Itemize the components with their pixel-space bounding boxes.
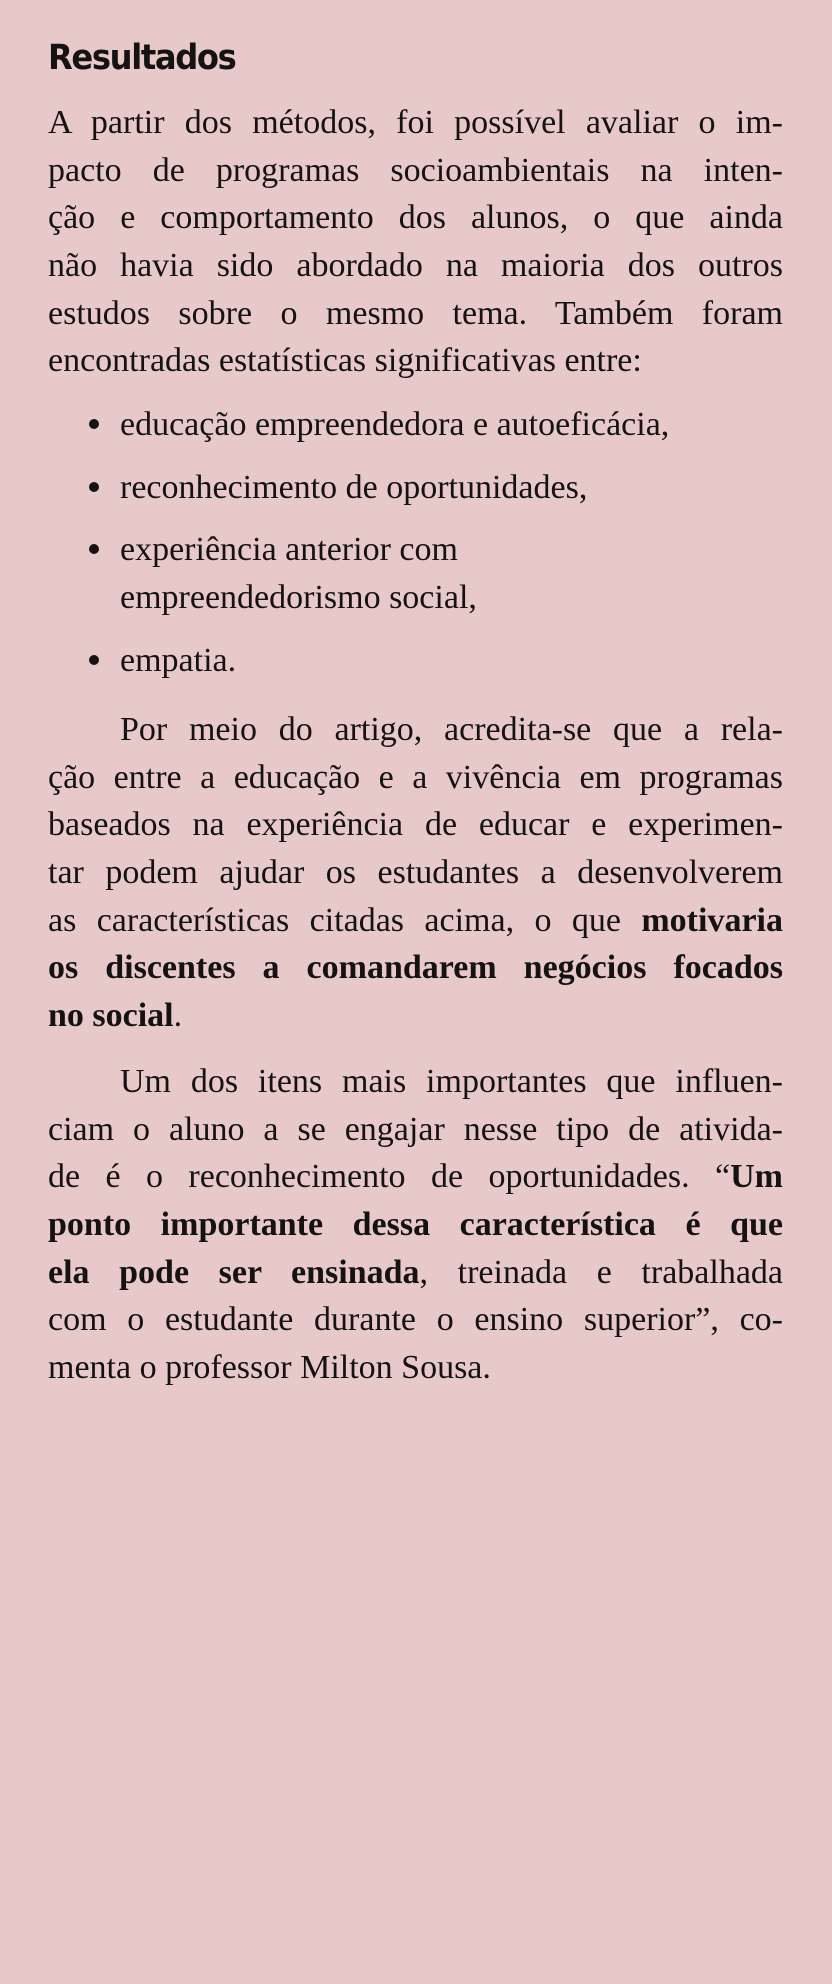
text-segment: ção e comportamento dos alunos, o que ainda xyxy=(48,199,783,237)
text-segment: . xyxy=(173,997,183,1035)
text-line xyxy=(48,290,783,338)
list-item-text: reconhecimento de oportunidades, xyxy=(120,468,588,506)
text-segment: Um dos itens mais importantes que influen- xyxy=(120,1063,783,1100)
text-line xyxy=(48,194,783,242)
section-title: Resultados xyxy=(48,38,236,78)
text-segment: com o estudante durante o ensino superior”, co- xyxy=(48,1301,783,1339)
text-segment: tar podem ajudar os estudantes a desenvolverem xyxy=(48,854,783,892)
bold-text: motivaria xyxy=(641,901,783,939)
list-item xyxy=(48,637,783,685)
list-item-text: empreendedorismo social, xyxy=(120,579,477,617)
text-segment: , treinada e trabalhada xyxy=(419,1253,783,1291)
bullet-icon xyxy=(89,655,99,665)
text-line xyxy=(48,1106,783,1154)
text-segment: não havia sido abordado na maioria dos outros xyxy=(48,247,783,285)
text-segment: pacto de programas socioambientais na inten- xyxy=(48,151,783,189)
bullet-icon xyxy=(89,419,99,429)
bold-text: Um xyxy=(730,1158,783,1196)
text-segment: as características citadas acima, o que xyxy=(48,901,642,939)
text-line xyxy=(48,1296,783,1344)
text-line xyxy=(48,992,783,1040)
bullet-icon xyxy=(89,482,99,492)
bold-text: os discentes a comandarem negócios focados xyxy=(48,949,783,987)
text-line xyxy=(48,337,783,385)
text-segment: ção entre a educação e a vivência em programas xyxy=(48,758,783,796)
text-line xyxy=(48,1249,783,1297)
list-item xyxy=(48,401,783,449)
list-item xyxy=(48,526,783,621)
bold-text: ponto importante dessa característica é que xyxy=(48,1206,783,1244)
list-item-text: empatia. xyxy=(120,641,237,679)
text-line xyxy=(48,1201,783,1249)
bullet-icon xyxy=(89,544,99,554)
text-segment: estudos sobre o mesmo tema. Também foram xyxy=(48,294,783,332)
text-segment: menta o professor Milton Sousa. xyxy=(48,1349,491,1387)
list-item-text: educação empreendedora e autoeficácia, xyxy=(120,406,670,443)
text-line xyxy=(48,944,783,992)
text-segment: de é o reconhecimento de oportunidades. “ xyxy=(48,1158,731,1196)
text-line xyxy=(48,147,783,195)
paragraph-2 xyxy=(48,706,783,1040)
text-line xyxy=(48,1153,783,1201)
text-segment: A partir dos métodos, foi possível avaliar o im- xyxy=(48,104,783,141)
text-segment: encontradas estatísticas significativas entre: xyxy=(48,342,642,380)
bold-text: no social xyxy=(48,997,174,1035)
bold-text: ela pode ser ensinada xyxy=(48,1253,420,1291)
paragraph-3 xyxy=(48,1058,783,1392)
text-segment: Por meio do artigo, acredita-se que a rela- xyxy=(120,711,783,748)
text-line xyxy=(48,706,783,754)
text-line xyxy=(48,754,783,802)
text-line xyxy=(48,897,783,945)
list-item xyxy=(48,464,783,512)
paragraph-1 xyxy=(48,99,783,385)
text-line xyxy=(48,801,783,849)
text-line xyxy=(48,1344,783,1392)
text-line xyxy=(48,1058,783,1106)
list-item-text: experiência anterior com xyxy=(120,531,458,569)
text-line xyxy=(48,242,783,290)
bullet-list xyxy=(48,401,783,699)
text-line xyxy=(48,849,783,897)
text-line xyxy=(48,99,783,147)
text-segment: baseados na experiência de educar e experimen- xyxy=(48,806,783,844)
text-segment: ciam o aluno a se engajar nesse tipo de ativida- xyxy=(48,1110,783,1148)
